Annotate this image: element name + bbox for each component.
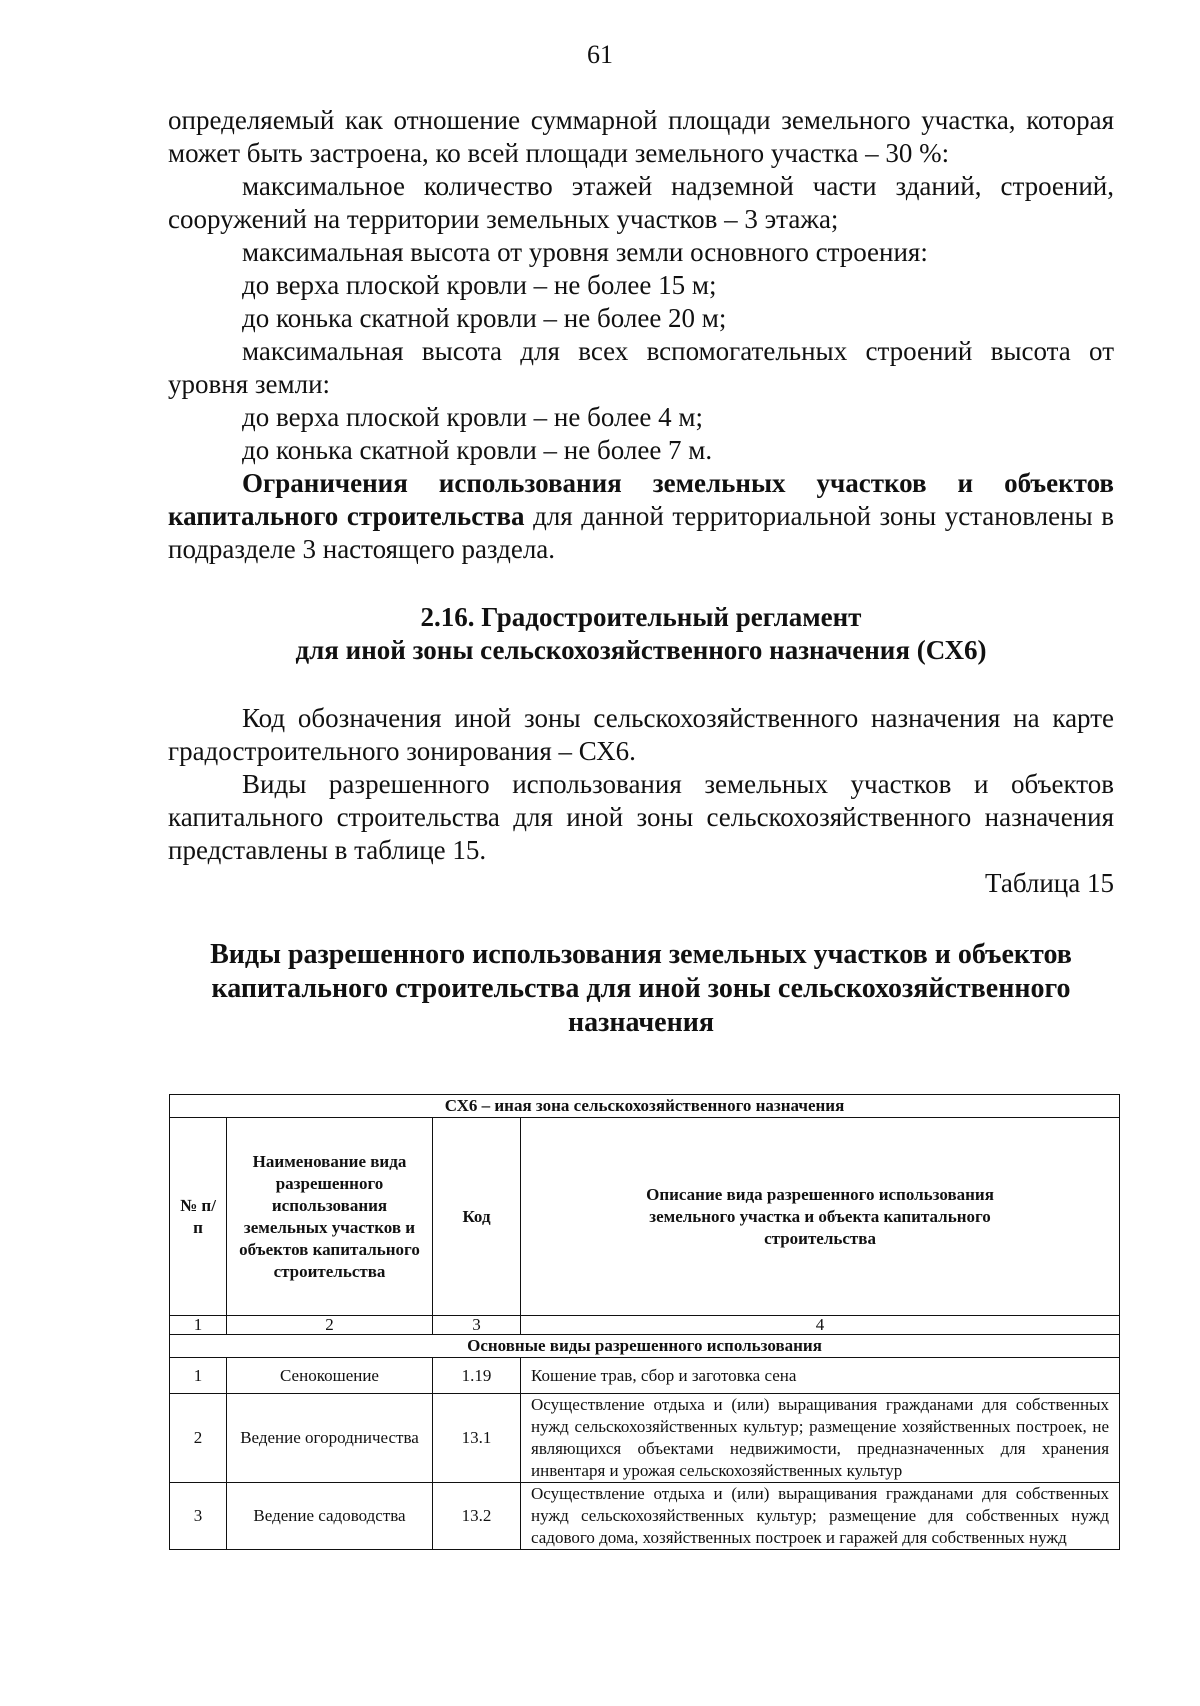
- paragraph: Виды разрешенного использования земельных участков и объектов капитального строительства для иной зоны сельскохозяйственного назначения представлены в таблице 15.: [168, 769, 1114, 865]
- row-code: 13.1: [433, 1394, 521, 1483]
- row-name: Ведение садоводства: [227, 1483, 433, 1550]
- group-header: Основные виды разрешенного использования: [170, 1335, 1120, 1358]
- row-num: 3: [170, 1483, 227, 1550]
- paragraph: до конька скатной кровли – не более 20 м;: [242, 303, 727, 333]
- row-name: Ведение огородничества: [227, 1394, 433, 1483]
- paragraph: Код обозначения иной зоны сельскохозяйственного назначения на карте градостроительного зонирования – СХ6.: [168, 703, 1114, 766]
- paragraph: до верха плоской кровли – не более 4 м;: [242, 402, 703, 432]
- document-body: [168, 104, 1114, 1040]
- paragraph: максимальное количество этажей надземной части зданий, строений, сооружений на территории земельных участков – 3 этажа;: [168, 171, 1114, 234]
- col-number: 4: [521, 1316, 1120, 1335]
- zone-header-row: [170, 1095, 1120, 1118]
- zone-header: СХ6 – иная зона сельскохозяйственного назначения: [170, 1095, 1120, 1118]
- section-title: [168, 601, 1114, 667]
- table-row: [170, 1483, 1120, 1550]
- row-code: 1.19: [433, 1358, 521, 1394]
- col-header-name: Наименование вида разрешенного использования земельных участков и объектов капитального строительства: [227, 1118, 433, 1316]
- table-row: [170, 1358, 1120, 1394]
- restrictions-text: для данной территориальной зоны установлены в подразделе 3 настоящего раздела.: [168, 501, 1114, 564]
- row-desc: Осуществление отдыха и (или) выращивания гражданами для собственных нужд сельскохозяйственных культур; размещение для собственных нужд садового дома, хозяйственных построек и гаражей для собственных нужд: [521, 1483, 1120, 1550]
- paragraph: определяемый как отношение суммарной площади земельного участка, которая может быть застроена, ко всей площади земельного участка – 30 %:: [168, 105, 1114, 168]
- row-desc: Осуществление отдыха и (или) выращивания гражданами для собственных нужд сельскохозяйственных культур; размещение хозяйственных построек, не являющихся объектами недвижимости, предназначенных для хранения инвентаря и урожая сельскохозяйственных культур: [521, 1394, 1120, 1483]
- col-header-num: № п/п: [170, 1118, 227, 1316]
- paragraph: максимальная высота от уровня земли основного строения:: [242, 237, 928, 267]
- row-num: 2: [170, 1394, 227, 1483]
- col-number: 3: [433, 1316, 521, 1335]
- table-caption: Таблица 15: [985, 868, 1114, 898]
- column-number-row: [170, 1316, 1120, 1335]
- land-use-table: [169, 1094, 1120, 1550]
- table-row: [170, 1394, 1120, 1483]
- group-header-row: [170, 1335, 1120, 1358]
- col-number: 1: [170, 1316, 227, 1335]
- row-name: Сенокошение: [227, 1358, 433, 1394]
- row-desc: Кошение трав, сбор и заготовка сена: [521, 1358, 1120, 1394]
- paragraph: до верха плоской кровли – не более 15 м;: [242, 270, 717, 300]
- col-header-code: Код: [433, 1118, 521, 1316]
- paragraph: максимальная высота для всех вспомогательных строений высота от уровня земли:: [168, 336, 1114, 399]
- col-header-desc: Описание вида разрешенного использования земельного участка и объекта капитального строительства: [521, 1118, 1120, 1316]
- col-number: 2: [227, 1316, 433, 1335]
- table-title: Виды разрешенного использования земельных участков и объектов капитального строительства для иной зоны сельскохозяйственного назначения: [210, 939, 1072, 1038]
- page-number: 61: [587, 40, 613, 69]
- paragraph: до конька скатной кровли – не более 7 м.: [242, 435, 713, 465]
- row-num: 1: [170, 1358, 227, 1394]
- column-header-row: [170, 1118, 1120, 1316]
- section-title-line1: 2.16. Градостроительный регламент: [420, 602, 862, 632]
- row-code: 13.2: [433, 1483, 521, 1550]
- restrictions-paragraph: [168, 467, 1114, 566]
- restrictions-bold-text: Ограничения использования земельных участков и объектов капитального строительства: [168, 468, 1114, 531]
- section-title-line2: для иной зоны сельскохозяйственного назначения (СХ6): [295, 635, 987, 665]
